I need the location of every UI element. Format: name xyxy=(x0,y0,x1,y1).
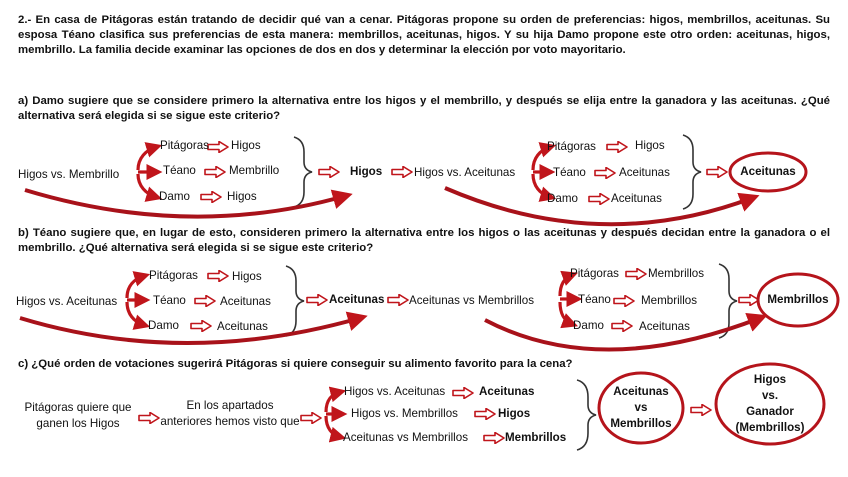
brace-a1 xyxy=(294,137,312,207)
right-arrow-icon xyxy=(595,168,615,179)
matchup-label: Aceitunas vs Membrillos xyxy=(343,431,468,444)
right-arrow-icon xyxy=(612,321,632,332)
voter-label: Damo xyxy=(547,192,578,205)
vote-choice: Higos xyxy=(227,190,257,203)
voter-label: Pitágoras xyxy=(570,267,619,280)
voter-label: Téano xyxy=(553,166,586,179)
right-arrow-icon xyxy=(205,167,225,178)
part-b-question: b) Téano sugiere que, en lugar de esto, consideren primero la alternativa entre los higos o las aceitunas y después decidan entre la ganadora o el membrillo. ¿Qué alternativa será elegida si se sigue este criterio? xyxy=(18,227,830,255)
right-arrow-icon xyxy=(208,271,228,282)
voter-label: Pitágoras xyxy=(547,140,596,153)
voter-label: Pitágoras xyxy=(160,139,209,152)
right-arrow-icon xyxy=(475,409,495,420)
voter-label: Damo xyxy=(159,190,190,203)
right-arrow-icon xyxy=(691,405,711,416)
vote-choice: Higos xyxy=(232,270,262,283)
premise-text: Pitágoras quiere que ganen los Higos xyxy=(24,401,132,430)
matchup-label: Higos vs. Aceitunas xyxy=(344,385,446,398)
voter-label: Damo xyxy=(148,319,179,332)
right-arrow-icon xyxy=(208,142,228,153)
problem-statement: 2.- En casa de Pitágoras están tratando de decidir qué van a cenar. Pitágoras propone su orden de preferencias: higos, membrillos, aceitunas. Su esposa Téano clasifica sus preferencias de esta manera: membrillos, aceitunas, higos. Y su hija Damo propone este otro orden: aceitunas, higos, membrillo. La familia decide examinar las opciones de dos en dos y determinar la elección por voto mayoritario. xyxy=(18,14,830,57)
right-arrow-icon xyxy=(707,167,727,178)
right-arrow-icon xyxy=(614,296,634,307)
right-arrow-icon xyxy=(453,388,473,399)
outcome-winner: Higos xyxy=(498,407,531,420)
vote-choice: Aceitunas xyxy=(217,320,268,333)
right-arrow-icon xyxy=(739,295,759,306)
right-arrow-icon xyxy=(191,321,211,332)
matchup-label: Higos vs. Aceitunas xyxy=(414,166,516,179)
final-vote-label: Higos vs. Ganador (Membrillos) xyxy=(735,373,805,434)
right-arrow-icon xyxy=(392,167,412,178)
part-a-question: a) Damo sugiere que se considere primero la alternativa entre los higos y el membrillo, y después se elija entre la ganadora y las aceitunas. ¿Qué alternativa será elegida si se sigue este criterio? xyxy=(18,95,830,123)
vote-choice: Membrillo xyxy=(229,164,280,177)
sweep-arrow-b1 xyxy=(20,318,360,343)
round-winner: Higos xyxy=(350,165,383,178)
right-arrow-icon xyxy=(195,296,215,307)
right-arrow-icon xyxy=(589,194,609,205)
voter-label: Pitágoras xyxy=(149,269,198,282)
right-arrow-icon xyxy=(626,269,646,280)
right-arrow-icon xyxy=(139,413,159,424)
voter-label: Téano xyxy=(578,293,611,306)
diagram-a-graphics xyxy=(25,135,806,224)
vote-choice: Aceitunas xyxy=(639,320,690,333)
voter-label: Téano xyxy=(163,164,196,177)
final-result: Membrillos xyxy=(767,293,829,306)
vote-choice: Aceitunas xyxy=(619,166,670,179)
outcome-winner: Membrillos xyxy=(505,431,567,444)
sweep-arrow-a2 xyxy=(445,188,752,224)
vote-choice: Aceitunas xyxy=(611,192,662,205)
brace-c xyxy=(577,380,596,450)
right-arrow-icon xyxy=(388,295,408,306)
reference-text: En los apartados anteriores hemos visto que xyxy=(160,399,300,428)
brace-b1 xyxy=(286,266,304,336)
round-winner: Aceitunas xyxy=(329,293,385,306)
final-result: Aceitunas xyxy=(740,165,796,178)
right-arrow-icon xyxy=(319,167,339,178)
right-arrow-icon xyxy=(607,142,627,153)
matchup-label: Higos vs. Membrillos xyxy=(351,407,458,420)
fork-arrow-down xyxy=(138,174,156,197)
vote-choice: Membrillos xyxy=(641,294,698,307)
part-c-question: c) ¿Qué orden de votaciones sugerirá Pitágoras si quiere conseguir su alimento favorito para la cena? xyxy=(18,358,573,370)
right-arrow-icon xyxy=(484,433,504,444)
matchup-label: Higos vs. Aceitunas xyxy=(16,295,118,308)
matchup-label: Higos vs. Membrillo xyxy=(18,168,120,181)
outcome-winner: Aceitunas xyxy=(479,385,535,398)
matchup-label: Aceitunas vs Membrillos xyxy=(409,294,534,307)
voter-label: Damo xyxy=(573,319,604,332)
fork-arrow-up xyxy=(138,147,156,170)
voter-label: Téano xyxy=(153,294,186,307)
brace-a2 xyxy=(683,135,701,209)
first-vote-label: Aceitunas vs Membrillos xyxy=(610,385,672,430)
vote-choice: Higos xyxy=(635,139,665,152)
right-arrow-icon xyxy=(201,192,221,203)
vote-choice: Aceitunas xyxy=(220,295,271,308)
right-arrow-icon xyxy=(307,295,327,306)
right-arrow-icon xyxy=(301,413,321,424)
vote-choice: Higos xyxy=(231,139,261,152)
vote-choice: Membrillos xyxy=(648,267,705,280)
